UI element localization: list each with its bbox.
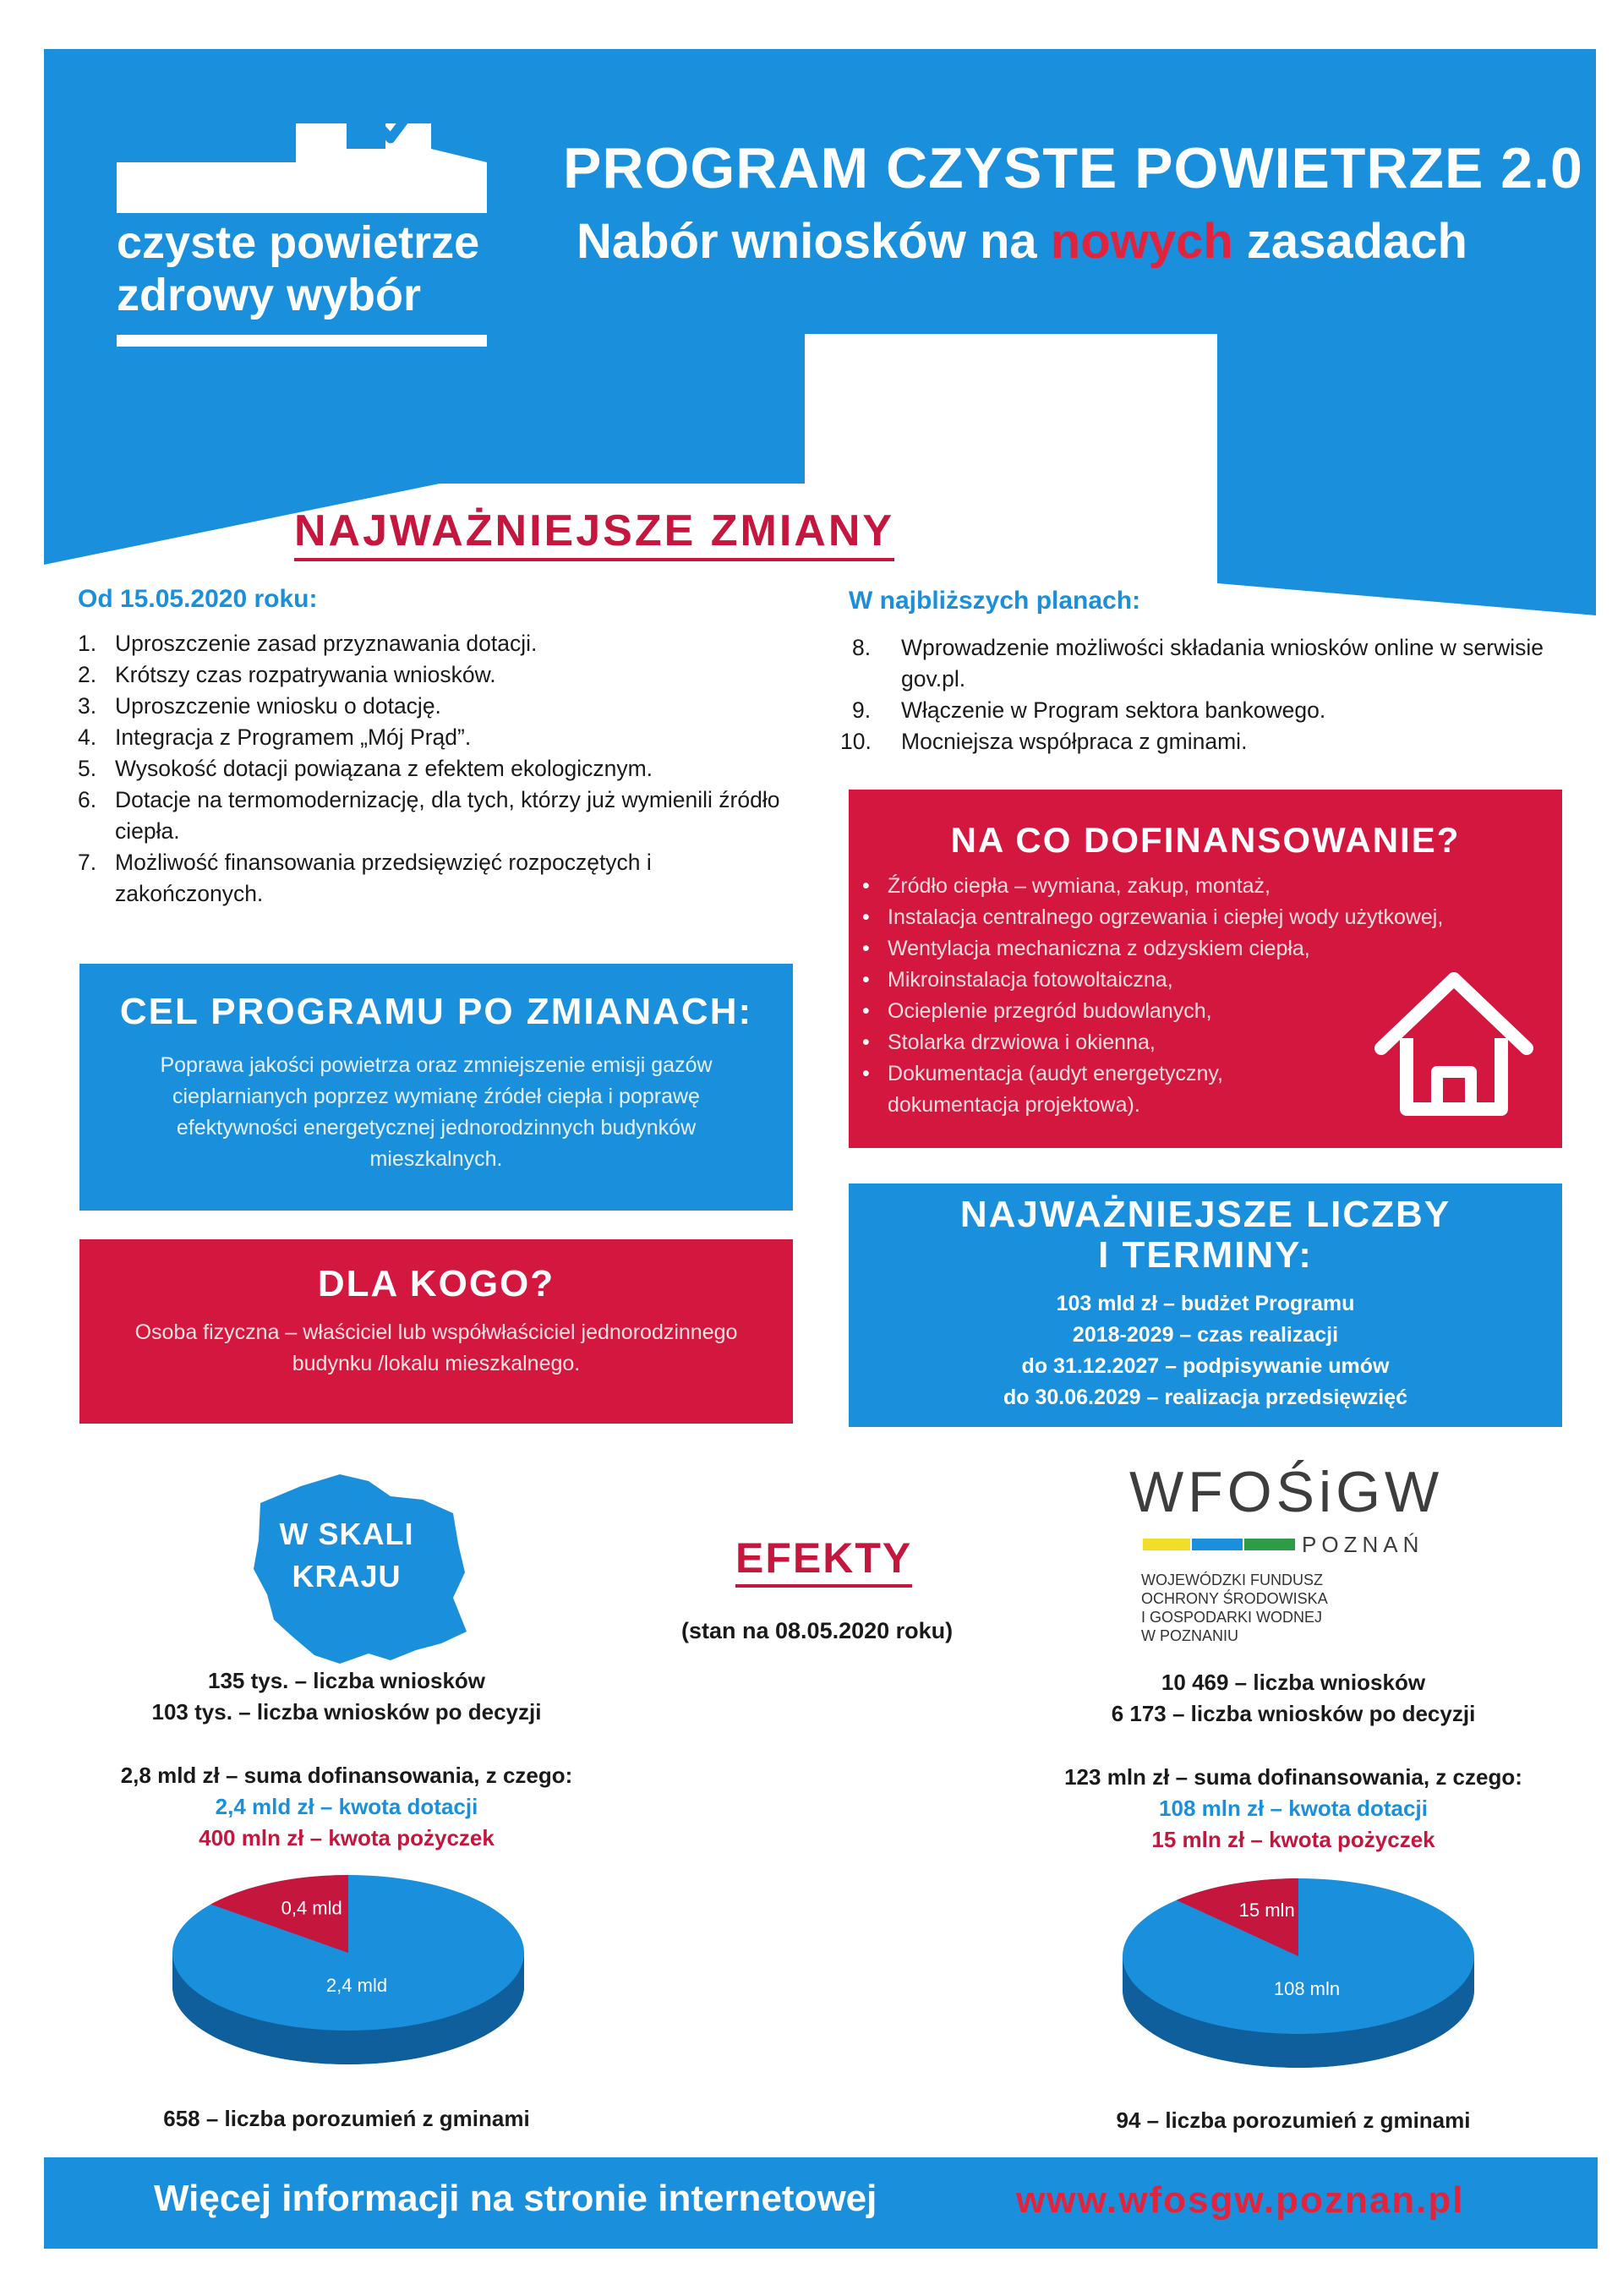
- list-item: 3. Uproszczenie wniosku o dotację.: [78, 693, 441, 719]
- funding-title: NA CO DOFINANSOWANIE?: [950, 820, 1461, 860]
- numbers-item: 103 mld zł – budżet Programu: [1056, 1292, 1355, 1315]
- wfosigw-logo-name: WFOŚiGW: [1129, 1460, 1444, 1524]
- regional-grants: 108 mln zł – kwota dotacji: [1159, 1796, 1428, 1821]
- changes-right-heading: W najbliższych planach:: [849, 587, 1141, 615]
- list-item: 5. Wysokość dotacji powiązana z efektem ekologicznym.: [78, 756, 653, 781]
- national-stats: [51, 1665, 642, 1854]
- list-item: 9. Włączenie w Program sektora bankowego.: [852, 697, 1326, 723]
- effects-title: EFEKTY: [735, 1533, 912, 1588]
- map-label-1: W SKALI: [279, 1517, 414, 1551]
- numbers-box: [849, 1184, 1562, 1427]
- footer-bar: [44, 2157, 1598, 2249]
- footer-text: Więcej informacji na stronie internetowej: [154, 2178, 877, 2219]
- national-grants: 2,4 mld zł – kwota dotacji: [215, 1794, 478, 1819]
- wfosigw-logo-bar: [1143, 1539, 1295, 1550]
- goal-title: CEL PROGRAMU PO ZMIANACH:: [119, 991, 753, 1032]
- numbers-item: 2018-2029 – czas realizacji: [1072, 1323, 1339, 1347]
- house-icon: [1369, 967, 1538, 1119]
- numbers-title-2: I TERMINY:: [1098, 1234, 1313, 1276]
- numbers-item: do 31.12.2027 – podpisywanie umów: [1021, 1354, 1390, 1378]
- target-text: Osoba fizyczna – właściciel lub współwłaściciel jednorodzinnego budynku /lokalu mieszkalnego.: [134, 1320, 738, 1375]
- changes-left-list: [78, 628, 805, 910]
- regional-sum: 123 mln zł – suma dofinansowania, z czego:: [1064, 1764, 1522, 1790]
- national-applications: 135 tys. – liczba wniosków: [207, 1668, 486, 1693]
- regional-stats: [997, 1667, 1589, 1856]
- list-item: • Instalacja centralnego ogrzewania i ciepłej wody użytkowej,: [849, 902, 1542, 933]
- list-item: • Mikroinstalacja fotowoltaiczna,: [849, 965, 1542, 996]
- national-sum: 2,8 mld zł – suma dofinansowania, z czego:: [120, 1763, 573, 1788]
- pie-label-small: 0,4 mld: [281, 1897, 342, 1919]
- list-item: • Ocieplenie przegród budowlanych,: [849, 996, 1542, 1027]
- funding-box: [849, 790, 1562, 1148]
- numbers-title-1: NAJWAŻNIEJSZE LICZBY: [959, 1194, 1451, 1235]
- national-loans: 400 mln zł – kwota pożyczek: [199, 1825, 495, 1850]
- list-item: • Dokumentacja (audyt energetyczny, dokumentacja projektowa).: [849, 1058, 1243, 1121]
- subtitle-before: Nabór wniosków na: [577, 214, 1037, 269]
- wfosigw-desc-line: W POZNANIU: [1141, 1627, 1238, 1644]
- list-item: 2. Krótszy czas rozpatrywania wniosków.: [78, 662, 496, 687]
- changes-title: NAJWAŻNIEJSZE ZMIANY: [294, 506, 894, 561]
- list-item: 7. Możliwość finansowania przedsięwzięć rozpoczętych i zakończonych.: [78, 850, 652, 906]
- regional-pie-chart: [1116, 1872, 1481, 2083]
- wfosigw-desc-line: WOJEWÓDZKI FUNDUSZ: [1141, 1572, 1323, 1588]
- footer-link[interactable]: www.wfosgw.poznan.pl: [1016, 2179, 1465, 2221]
- target-box: [79, 1239, 793, 1424]
- regional-applications: 10 469 – liczba wniosków: [1161, 1670, 1426, 1695]
- list-item: • Wentylacja mechaniczna z odzyskiem ciepła,: [849, 933, 1542, 965]
- list-item: • Źródło ciepła – wymiana, zakup, montaż,: [849, 871, 1542, 902]
- list-item: • Stolarka drzwiowa i okienna,: [849, 1027, 1542, 1058]
- pie-label-large: 108 mln: [1273, 1978, 1341, 1999]
- national-decisions: 103 tys. – liczba wniosków po decyzji: [151, 1699, 542, 1725]
- goal-text: Poprawa jakości powietrza oraz zmniejszenie emisji gazów cieplarnianych poprzez wymianę źródeł ciepła i poprawę efektywności energetycznej jednorodzinnych budynków mieszkalnych.: [160, 1053, 713, 1171]
- regional-agreements: 94 – liczba porozumień z gminami: [1116, 2107, 1471, 2133]
- wfosigw-logo-city: POZNAŃ: [1302, 1532, 1424, 1557]
- national-agreements: 658 – liczba porozumień z gminami: [163, 2106, 530, 2131]
- numbers-item: do 30.06.2029 – realizacja przedsięwzięć: [1003, 1386, 1408, 1409]
- list-item: 1. Uproszczenie zasad przyznawania dotacji.: [78, 631, 538, 656]
- wfosigw-desc-line: OCHRONY ŚRODOWISKA: [1141, 1590, 1328, 1607]
- pie-label-small: 15 mln: [1238, 1900, 1295, 1922]
- national-pie-chart: [166, 1868, 531, 2080]
- changes-right-list: [840, 632, 1545, 757]
- page-subtitle: [577, 213, 1467, 270]
- logo-line-1: czyste powietrze: [117, 217, 480, 268]
- wfosigw-desc-line: I GOSPODARKI WODNEJ: [1141, 1609, 1323, 1626]
- list-item: 4. Integracja z Programem „Mój Prąd”.: [78, 724, 472, 750]
- map-label-2: KRAJU: [292, 1559, 402, 1594]
- regional-decisions: 6 173 – liczba wniosków po decyzji: [1111, 1701, 1476, 1726]
- logo-line-2: zdrowy wybór: [117, 270, 422, 320]
- wfosigw-logo-desc: [1141, 1571, 1328, 1645]
- list-item: 8. Wprowadzenie możliwości składania wniosków online w serwisie gov.pl.: [852, 635, 1544, 692]
- goal-box: [79, 964, 793, 1211]
- logo-underline: [117, 335, 487, 347]
- pie-label-large: 2,4 mld: [325, 1975, 388, 1996]
- changes-left-heading: Od 15.05.2020 roku:: [78, 585, 318, 613]
- page-title: PROGRAM CZYSTE POWIETRZE 2.0: [563, 136, 1583, 200]
- target-title: DLA KOGO?: [317, 1263, 555, 1304]
- list-item: 10. Mocniejsza współpraca z gminami.: [840, 729, 1248, 754]
- subtitle-after: zasadach: [1246, 214, 1467, 269]
- subtitle-accent: nowych: [1050, 214, 1233, 269]
- list-item: 6. Dotacje na termomodernizację, dla tych, którzy już wymienili źródło ciepła.: [78, 787, 780, 844]
- effects-subtitle: (stan na 08.05.2020 roku): [681, 1618, 954, 1643]
- regional-loans: 15 mln zł – kwota pożyczek: [1151, 1827, 1435, 1852]
